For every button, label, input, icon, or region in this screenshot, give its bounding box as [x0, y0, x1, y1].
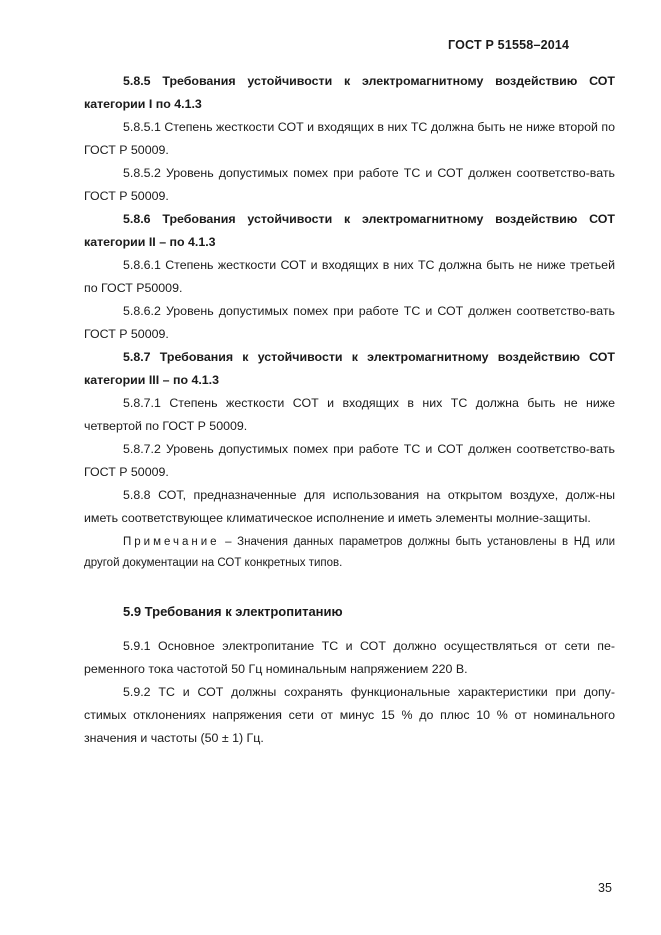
note-text: – Значения данных параметров должны быть установлены в НД или другой документации на СОТ конкретных типов.	[84, 536, 615, 569]
paragraph-5-8-6-2: 5.8.6.2 Уровень допустимых помех при работе ТС и СОТ должен соответство-вать ГОСТ Р 50009.	[84, 304, 615, 341]
paragraph-5-8-6-1: 5.8.6.1 Степень жесткости СОТ и входящих в них ТС должна быть не ниже третьей по ГОСТ Р50009.	[84, 258, 615, 295]
paragraph-5-8-8: 5.8.8 СОТ, предназначенные для использования на открытом воздухе, долж-ны иметь соответствующее климатическое исполнение и иметь элементы молние-защиты.	[84, 488, 615, 525]
section-5-8-7-heading: 5.8.7 Требования к устойчивости к электромагнитному воздействию СОТ категории III – по 4.1.3	[84, 350, 615, 387]
paragraph-5-8-7-1: 5.8.7.1 Степень жесткости СОТ и входящих в них ТС должна быть не ниже четвертой по ГОСТ Р 50009.	[84, 396, 615, 433]
page-number: 35	[598, 881, 612, 895]
section-5-8-6-heading: 5.8.6 Требования устойчивости к электромагнитному воздействию СОТ категории II – по 4.1.3	[84, 212, 615, 249]
document-body	[84, 70, 615, 750]
section-5-8-5-heading: 5.8.5 Требования устойчивости к электромагнитному воздействию СОТ категории I по 4.1.3	[84, 74, 615, 111]
section-5-9-heading: 5.9 Требования к электропитанию	[123, 604, 343, 619]
paragraph-5-8-5-1: 5.8.5.1 Степень жесткости СОТ и входящих в них ТС должна быть не ниже второй по ГОСТ Р 50009.	[84, 120, 615, 157]
paragraph-5-9-1: 5.9.1 Основное электропитание ТС и СОТ должно осуществляться от сети пе-ременного тока частотой 50 Гц номинальным напряжением 220 В.	[84, 639, 615, 676]
note	[84, 532, 615, 574]
document-number-header: ГОСТ Р 51558–2014	[448, 38, 570, 52]
paragraph-5-9-2: 5.9.2 ТС и СОТ должны сохранять функциональные характеристики при допу-стимых отклонениях напряжения сети от минус 15 % до плюс 10 % от номинального значения и частоты (50 ± 1) Гц.	[84, 685, 615, 745]
paragraph-5-8-7-2: 5.8.7.2 Уровень допустимых помех при работе ТС и СОТ должен соответство-вать ГОСТ Р 50009.	[84, 442, 615, 479]
paragraph-5-8-5-2: 5.8.5.2 Уровень допустимых помех при работе ТС и СОТ должен соответство-вать ГОСТ Р 50009.	[84, 166, 615, 203]
note-label: Примечание	[123, 536, 220, 548]
